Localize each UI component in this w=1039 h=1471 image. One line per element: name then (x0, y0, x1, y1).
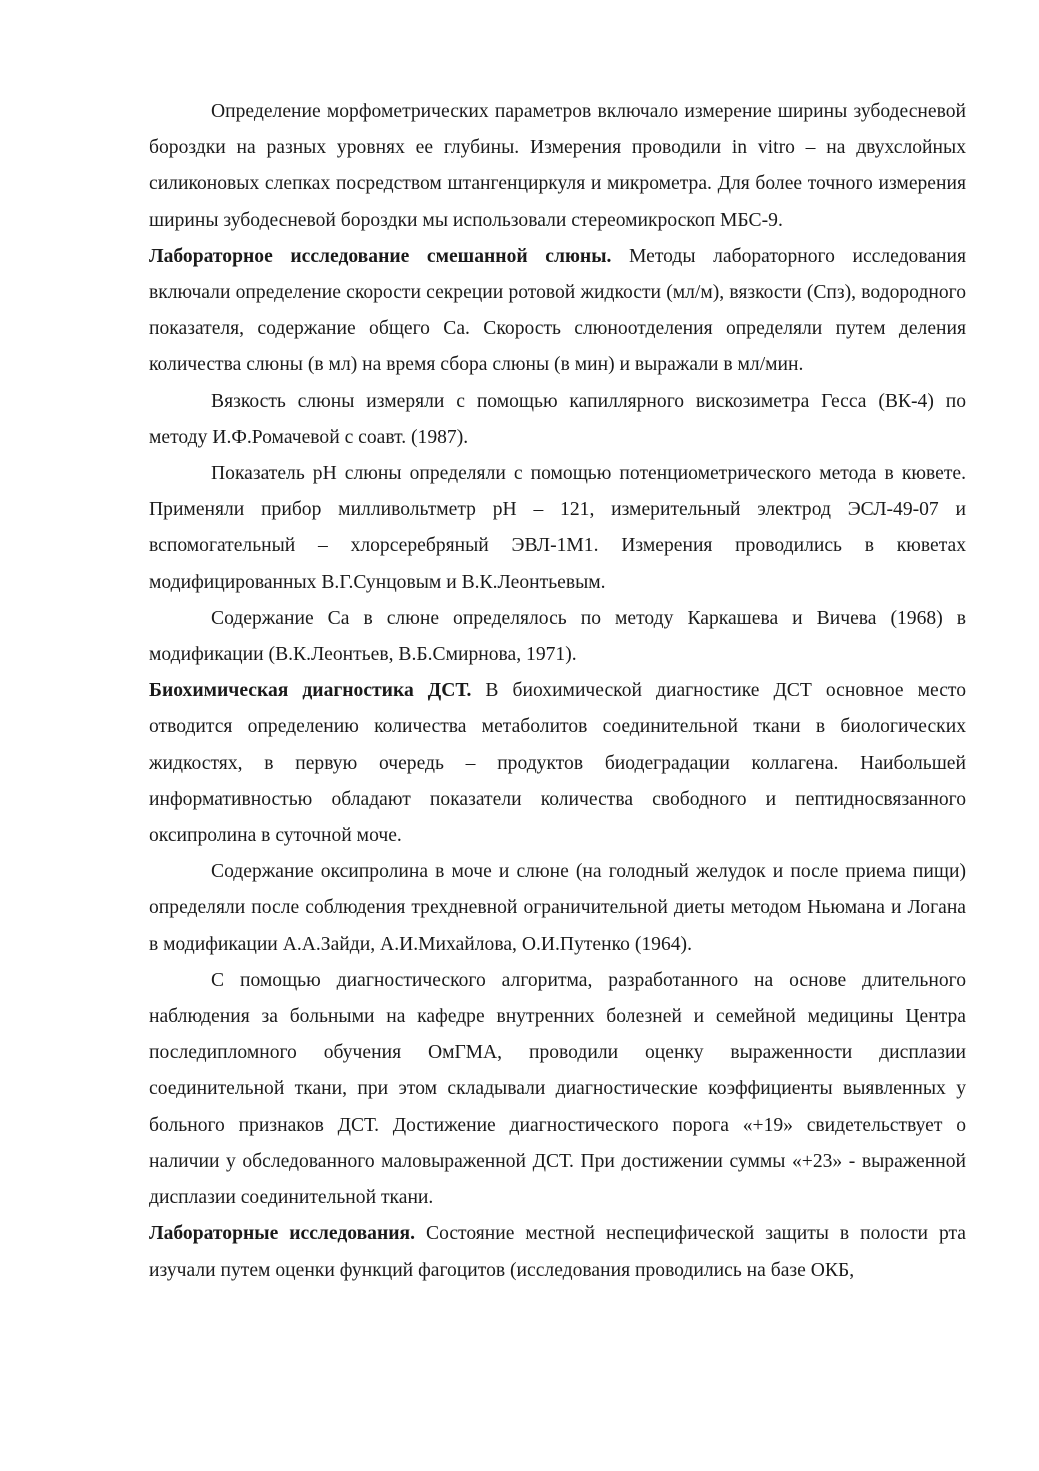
section-heading: Биохимическая диагностика ДСТ. (149, 680, 472, 702)
paragraph-text: Определение морфометрических параметров включало измерение ширины зубодесневой бороздки на разных уровнях ее глубины. Измерения проводили in vitro – на двухслойных силиконовых слепках посредством штангенциркуля и микрометра. Для более точного измерения ширины зубодесневой бороздки мы использовали стереомикроскоп МБС-9. (149, 101, 966, 231)
paragraph-morphometry (149, 94, 966, 239)
paragraph-viscosity (149, 384, 966, 456)
document-page (149, 94, 966, 1289)
paragraph-text: Состояние местной неспецифической защиты в полости рта изучали путем оценки функций фагоцитов (исследования проводились на базе ОКБ, (149, 1223, 966, 1281)
paragraph-biochemical (149, 673, 966, 854)
paragraph-saliva-lab (149, 239, 966, 384)
paragraph-text: Вязкость слюны измеряли с помощью капиллярного вискозиметра Гесса (ВК-4) по методу И.Ф.Ромачевой с соавт. (1987). (149, 390, 966, 448)
paragraph-calcium (149, 601, 966, 673)
paragraph-text: С помощью диагностического алгоритма, разработанного на основе длительного наблюдения за больными на кафедре внутренних болезней и семейной медицины Центра последипломного обучения ОмГМА, проводили оценку выраженности дисплазии соединительной ткани, при этом складывали диагностические коэффициенты выявленных у больного признаков ДСТ. Достижение диагностического порога «+19» свидетельствует о наличии у обследованного маловыраженной ДСТ. При достижении суммы «+23» - выраженной дисплазии соединительной ткани. (149, 969, 966, 1209)
paragraph-text: В биохимической диагностике ДСТ основное место отводится определению количества метаболитов соединительной ткани в биологических жидкостях, в первую очередь – продуктов биодеградации коллагена. Наибольшей информативностью обладают показатели количества свободного и пептидносвязанного оксипролина в суточной моче. (149, 680, 966, 847)
paragraph-text: Методы лабораторного исследования включали определение скорости секреции ротовой жидкости (мл/м), вязкости (Спз), водородного показателя, содержание общего Са. Скорость слюноотделения определяли путем деления количества слюны (в мл) на время сбора слюны (в мин) и выражали в мл/мин. (149, 245, 967, 376)
paragraph-ph (149, 456, 966, 601)
paragraph-text: Содержание оксипролина в моче и слюне (на голодный желудок и после приема пищи) определяли после соблюдения трехдневной ограничительной диеты методом Ньюмана и Логана в модификации А.А.Зайди, А.И.Михайлова, О.И.Путенко (1964). (149, 861, 966, 955)
section-heading: Лабораторное исследование смешанной слюны. (149, 245, 612, 267)
paragraph-lab-studies (149, 1216, 966, 1288)
paragraph-text: Содержание Са в слюне определялось по методу Каркашева и Вичева (1968) в модификации (В.К.Леонтьев, В.Б.Смирнова, 1971). (149, 607, 966, 666)
section-heading: Лабораторные исследования. (149, 1223, 416, 1245)
paragraph-oxyproline (149, 854, 966, 963)
paragraph-text: Показатель рН слюны определяли с помощью потенциометрического метода в кювете. Применяли прибор милливольтметр рН – 121, измерительный электрод ЭСЛ-49-07 и вспомогательный – хлорсеребряный ЭВЛ-1М1. Измерения проводились в кюветах модифицированных В.Г.Сунцовым и В.К.Леонтьевым. (149, 463, 966, 593)
paragraph-algorithm (149, 963, 966, 1216)
